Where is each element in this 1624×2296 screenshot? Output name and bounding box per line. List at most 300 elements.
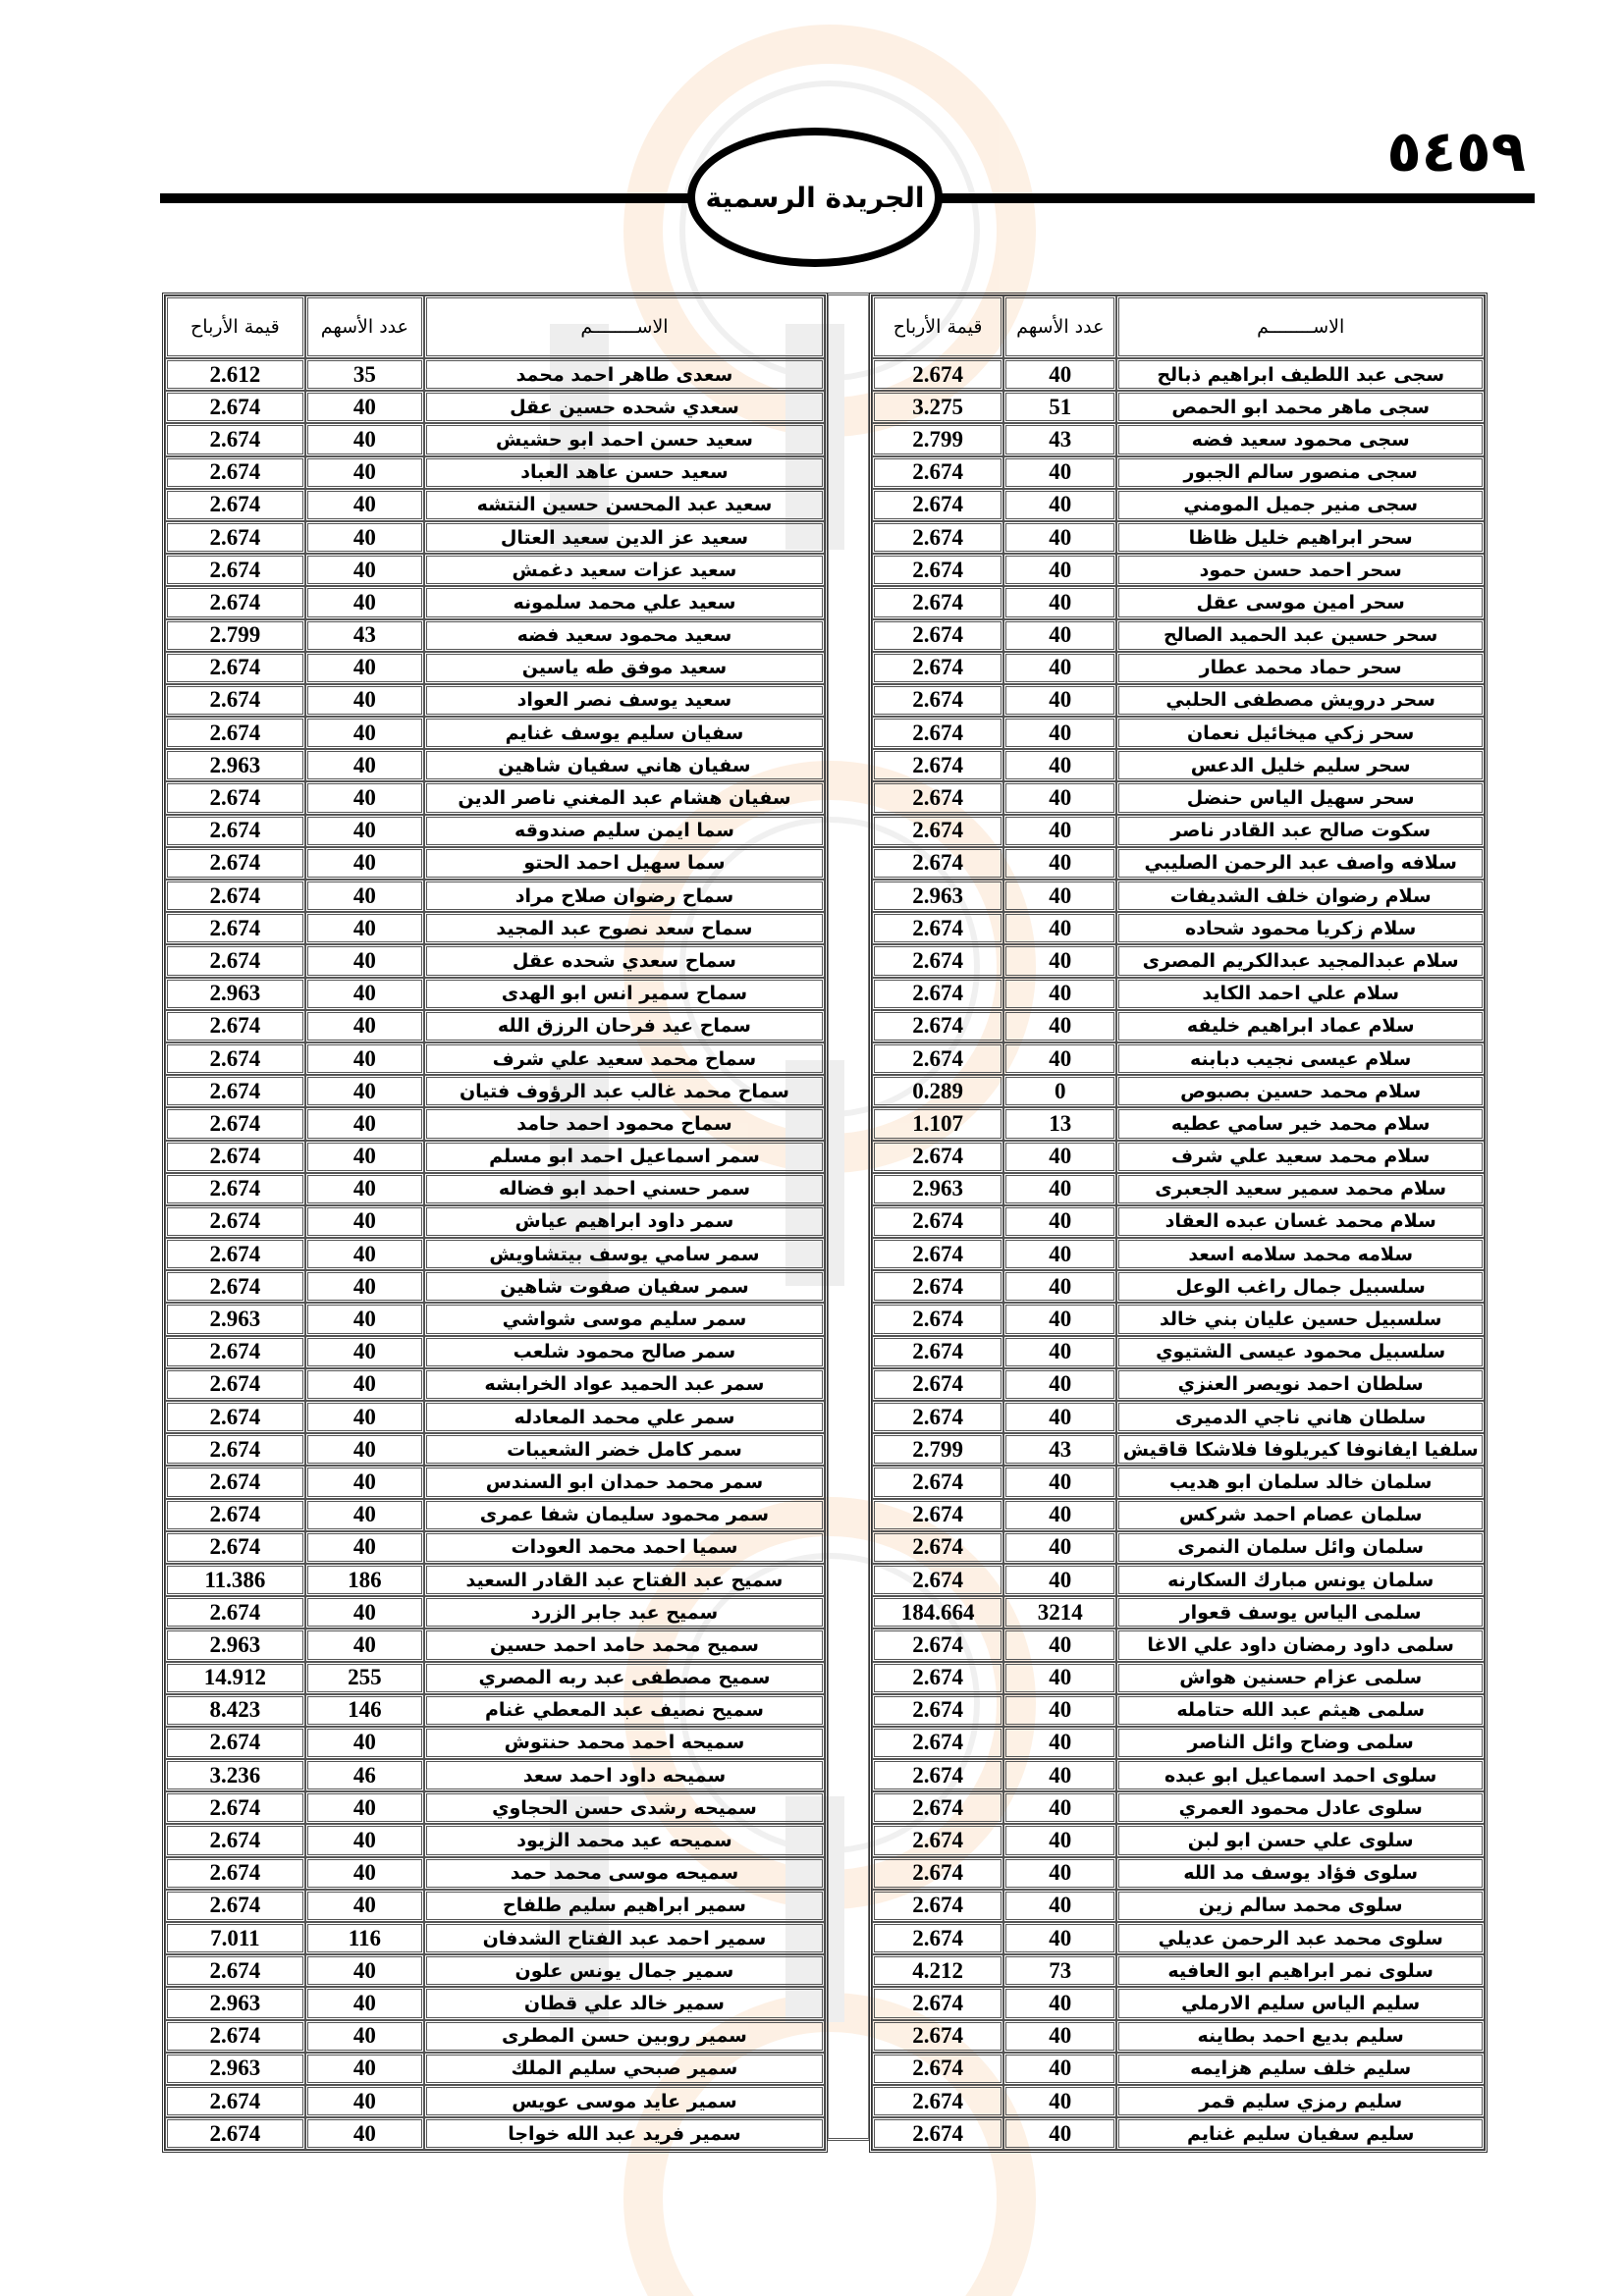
table-row xyxy=(872,1727,1485,1759)
header-shares: عدد الأسهم xyxy=(305,295,424,358)
table-row xyxy=(872,944,1485,977)
shareholder-name: سعيد محمود سعيد فضه xyxy=(424,619,825,652)
table-row xyxy=(165,489,825,521)
dividend-value: 2.674 xyxy=(872,521,1003,554)
share-count: 35 xyxy=(305,358,424,391)
table-row xyxy=(165,1433,825,1466)
shareholder-name: سلام عماد ابراهيم خليفه xyxy=(1116,1010,1485,1042)
table-row xyxy=(872,1401,1485,1433)
shareholder-name: سليم سفيان سليم غنايم xyxy=(1116,2117,1485,2150)
shareholder-name: سحر امين موسى عقل xyxy=(1116,586,1485,618)
dividend-value: 2.674 xyxy=(165,586,305,618)
shareholder-name: سحر احمد حسن حمود xyxy=(1116,554,1485,586)
dividend-value: 2.674 xyxy=(165,1727,305,1759)
shareholder-name: سلطان هاني ناجي الدميرى xyxy=(1116,1401,1485,1433)
dividend-value: 2.674 xyxy=(165,1433,305,1466)
share-count: 40 xyxy=(1003,2020,1116,2053)
dividend-value: 2.674 xyxy=(165,781,305,814)
share-count: 40 xyxy=(305,749,424,781)
share-count: 40 xyxy=(1003,1987,1116,2019)
share-count: 40 xyxy=(305,391,424,423)
dividend-value: 2.674 xyxy=(872,1791,1003,1824)
table-row xyxy=(872,1791,1485,1824)
shareholder-name: سلمى هيثم عبد الله حتامله xyxy=(1116,1694,1485,1727)
share-count: 40 xyxy=(305,1433,424,1466)
dividend-value: 2.674 xyxy=(165,2117,305,2150)
share-count: 40 xyxy=(1003,554,1116,586)
dividend-value: 2.674 xyxy=(872,489,1003,521)
share-count: 40 xyxy=(1003,456,1116,489)
table-row xyxy=(165,749,825,781)
shareholder-name: سماح رضوان صلاح مراد xyxy=(424,880,825,912)
shareholder-name: سمر كامل خضر الشعيبات xyxy=(424,1433,825,1466)
share-count: 43 xyxy=(1003,1433,1116,1466)
table-header-row xyxy=(165,295,825,358)
table-row xyxy=(872,749,1485,781)
share-count: 40 xyxy=(305,1042,424,1075)
share-count: 13 xyxy=(1003,1107,1116,1140)
table-header-row xyxy=(872,295,1485,358)
dividend-value: 2.674 xyxy=(872,1270,1003,1303)
shareholder-name: سلام محمد سعيد علي شرف xyxy=(1116,1141,1485,1173)
dividend-value: 2.674 xyxy=(165,717,305,749)
dividend-value: 2.674 xyxy=(872,1531,1003,1564)
dividend-value: 2.674 xyxy=(165,2020,305,2053)
shareholder-name: سميحه موسى محمد حمد xyxy=(424,1857,825,1890)
share-count: 51 xyxy=(1003,391,1116,423)
shareholder-name: سمر صالح محمود شلعب xyxy=(424,1336,825,1368)
table-row xyxy=(165,1629,825,1661)
dividend-value: 2.674 xyxy=(872,912,1003,944)
shareholder-name: سعيد علي محمد سلمونه xyxy=(424,586,825,618)
dividend-value: 2.799 xyxy=(872,423,1003,455)
dividend-value: 2.963 xyxy=(872,880,1003,912)
dividend-value: 2.674 xyxy=(872,1759,1003,1791)
shareholder-name: سلوى محمد عبد الرحمن عديلي xyxy=(1116,1922,1485,1954)
table-row xyxy=(872,456,1485,489)
dividend-value: 2.674 xyxy=(872,1890,1003,1922)
dividend-value: 2.674 xyxy=(872,1368,1003,1401)
table-row xyxy=(872,586,1485,618)
dividend-value: 2.674 xyxy=(165,1042,305,1075)
dividend-value: 2.674 xyxy=(165,1596,305,1629)
share-count: 40 xyxy=(1003,521,1116,554)
dividend-value: 1.107 xyxy=(872,1107,1003,1140)
dividend-value: 2.674 xyxy=(165,391,305,423)
share-count: 40 xyxy=(1003,1564,1116,1596)
shareholder-name: سلام محمد خير سامي عطيه xyxy=(1116,1107,1485,1140)
shareholder-name: سجى محمود سعيد فضه xyxy=(1116,423,1485,455)
shareholder-name: سلسبيل جمال راغب الوعل xyxy=(1116,1270,1485,1303)
table-row xyxy=(165,978,825,1010)
table-row xyxy=(872,358,1485,391)
dividend-value: 11.386 xyxy=(165,1564,305,1596)
share-count: 40 xyxy=(1003,1922,1116,1954)
share-count: 40 xyxy=(1003,781,1116,814)
table-row xyxy=(872,1629,1485,1661)
table-row xyxy=(872,1141,1485,1173)
table-row xyxy=(872,815,1485,847)
table-row xyxy=(872,1824,1485,1856)
shareholder-name: سمير ابراهيم سليم طلفاح xyxy=(424,1890,825,1922)
table-row xyxy=(165,358,825,391)
table-row xyxy=(872,1662,1485,1694)
dividend-value: 7.011 xyxy=(165,1922,305,1954)
dividend-value: 2.963 xyxy=(165,1987,305,2019)
share-count: 40 xyxy=(305,2117,424,2150)
table-row xyxy=(872,1759,1485,1791)
shareholder-name: سلمان عصام احمد شركس xyxy=(1116,1499,1485,1531)
table-row xyxy=(165,586,825,618)
shareholder-name: سميحه رشدى حسن الحجاوي xyxy=(424,1791,825,1824)
share-count: 40 xyxy=(1003,1368,1116,1401)
shareholder-name: سلمان يونس مبارك السكارنه xyxy=(1116,1564,1485,1596)
share-count: 40 xyxy=(1003,652,1116,684)
dividend-value: 2.963 xyxy=(165,978,305,1010)
shareholder-name: سلطان احمد نويصر العنزي xyxy=(1116,1368,1485,1401)
share-count: 40 xyxy=(1003,1401,1116,1433)
table-row xyxy=(872,1336,1485,1368)
table-row xyxy=(165,1890,825,1922)
dividend-value: 2.674 xyxy=(165,652,305,684)
shareholder-name: سعيد عزات سعيد دغمش xyxy=(424,554,825,586)
shareholder-name: سماح محمد غالب عبد الرؤوف فتيان xyxy=(424,1075,825,1107)
shareholder-name: سلمى داود رمضان داود علي الاغا xyxy=(1116,1629,1485,1661)
shareholder-name: سماح سمير انس ابو الهدى xyxy=(424,978,825,1010)
dividend-value: 2.674 xyxy=(165,880,305,912)
share-count: 40 xyxy=(305,1368,424,1401)
shareholder-name: سمر حسني احمد ابو فضاله xyxy=(424,1173,825,1205)
share-count: 40 xyxy=(1003,1662,1116,1694)
table-row xyxy=(872,521,1485,554)
dividend-value: 2.674 xyxy=(872,2053,1003,2085)
shareholders-tables xyxy=(162,293,1488,2153)
shareholder-name: سليم الياس سليم الارملي xyxy=(1116,1987,1485,2019)
shareholder-name: سحر ابراهيم خليل ظاظا xyxy=(1116,521,1485,554)
table-row xyxy=(872,1564,1485,1596)
table-row xyxy=(165,1596,825,1629)
shareholder-name: سمير صبحي سليم الملك xyxy=(424,2053,825,2085)
shareholder-name: سعيد موفق طه ياسين xyxy=(424,652,825,684)
shareholder-name: سلام محمد غسان عبده العقاد xyxy=(1116,1205,1485,1238)
shareholder-name: سلمان خالد سلمان ابو هديب xyxy=(1116,1466,1485,1498)
dividend-value: 2.674 xyxy=(165,1238,305,1270)
header-dividends: قيمة الأرباح xyxy=(165,295,305,358)
dividend-value: 2.674 xyxy=(872,2020,1003,2053)
shareholder-name: سماح محمد سعيد علي شرف xyxy=(424,1042,825,1075)
shareholder-name: سلسبيل حسين عليان بني خالد xyxy=(1116,1303,1485,1335)
table-row xyxy=(872,489,1485,521)
shareholder-name: سماح سعد نصوح عبد المجيد xyxy=(424,912,825,944)
shareholder-name: سلوى علي حسن ابو لبن xyxy=(1116,1824,1485,1856)
dividend-value: 2.674 xyxy=(872,652,1003,684)
shareholder-name: سلام زكريا محمود شحاده xyxy=(1116,912,1485,944)
dividend-value: 2.674 xyxy=(872,1205,1003,1238)
dividend-value: 2.674 xyxy=(165,554,305,586)
table-row xyxy=(165,1694,825,1727)
dividend-value: 2.674 xyxy=(165,1368,305,1401)
share-count: 40 xyxy=(305,684,424,717)
shareholder-name: سفيان هاني سفيان شاهين xyxy=(424,749,825,781)
share-count: 40 xyxy=(305,2020,424,2053)
table-row xyxy=(872,1531,1485,1564)
shareholder-name: سلافه واصف عبد الرحمن الصليبي xyxy=(1116,847,1485,880)
dividend-value: 2.674 xyxy=(165,2085,305,2117)
shareholder-name: سجى ماهر محمد ابو الحمص xyxy=(1116,391,1485,423)
dividend-value: 2.674 xyxy=(165,1531,305,1564)
share-count: 40 xyxy=(305,1987,424,2019)
shareholder-name: سمر محمد حمدان ابو السندس xyxy=(424,1466,825,1498)
shareholder-name: سمر داود ابراهيم عياش xyxy=(424,1205,825,1238)
shareholder-name: سلوى عادل محمود العمري xyxy=(1116,1791,1485,1824)
table-row xyxy=(165,1107,825,1140)
header-name: الاســــــــم xyxy=(424,295,825,358)
dividend-value: 2.674 xyxy=(872,1401,1003,1433)
dividend-value: 2.674 xyxy=(165,944,305,977)
dividend-value: 2.674 xyxy=(165,684,305,717)
table-row xyxy=(165,1336,825,1368)
dividend-value: 2.674 xyxy=(165,1499,305,1531)
shareholder-name: سحر حسين عبد الحميد الصالح xyxy=(1116,619,1485,652)
dividend-value: 2.674 xyxy=(872,358,1003,391)
dividend-value: 2.963 xyxy=(872,1173,1003,1205)
share-count: 73 xyxy=(1003,1954,1116,1987)
dividend-value: 2.674 xyxy=(165,1141,305,1173)
table-row xyxy=(872,1042,1485,1075)
table-row xyxy=(872,391,1485,423)
share-count: 40 xyxy=(1003,1531,1116,1564)
shareholder-name: سحر درويش مصطفى الحلبي xyxy=(1116,684,1485,717)
table-row xyxy=(872,1303,1485,1335)
table-row xyxy=(165,880,825,912)
header-shares: عدد الأسهم xyxy=(1003,295,1116,358)
gazette-title: الجريدة الرسمية xyxy=(705,181,925,214)
share-count: 40 xyxy=(1003,2085,1116,2117)
table-row xyxy=(165,1401,825,1433)
table-row xyxy=(165,1141,825,1173)
share-count: 40 xyxy=(1003,1238,1116,1270)
shareholder-name: سعدى طاهر احمد محمد xyxy=(424,358,825,391)
shareholder-name: سعيد عز الدين سعيد العتال xyxy=(424,521,825,554)
table-row xyxy=(872,1987,1485,2019)
shareholder-name: سماح سعدي شحده عقل xyxy=(424,944,825,977)
shareholder-name: سلفيا ايفانوفا كيريلوفا فلاشكا قاقيش xyxy=(1116,1433,1485,1466)
share-count: 40 xyxy=(305,1791,424,1824)
table-row xyxy=(872,1694,1485,1727)
share-count: 40 xyxy=(1003,1694,1116,1727)
share-count: 40 xyxy=(1003,1727,1116,1759)
table-row xyxy=(165,2085,825,2117)
table-row xyxy=(872,1010,1485,1042)
shareholder-name: سميح مصطفى عبد ربه المصري xyxy=(424,1662,825,1694)
dividend-value: 2.674 xyxy=(872,586,1003,618)
table-row xyxy=(165,521,825,554)
table-row xyxy=(165,1368,825,1401)
dividend-value: 2.674 xyxy=(872,1564,1003,1596)
dividend-value: 2.674 xyxy=(872,1922,1003,1954)
shareholder-name: سحر حماد محمد عطار xyxy=(1116,652,1485,684)
shareholder-name: سميا احمد محمد العودات xyxy=(424,1531,825,1564)
share-count: 40 xyxy=(1003,1499,1116,1531)
table-row xyxy=(165,1010,825,1042)
dividend-value: 2.674 xyxy=(872,1336,1003,1368)
dividend-value: 2.674 xyxy=(165,815,305,847)
page-number: ٥٤٥٩ xyxy=(1386,118,1526,185)
shareholder-name: سمر عبد الحميد عواد الخرابشه xyxy=(424,1368,825,1401)
dividend-value: 8.423 xyxy=(165,1694,305,1727)
share-count: 40 xyxy=(1003,1890,1116,1922)
dividend-value: 2.674 xyxy=(165,1857,305,1890)
shareholder-name: سعيد عبد المحسن حسين النتشه xyxy=(424,489,825,521)
share-count: 40 xyxy=(1003,1791,1116,1824)
share-count: 40 xyxy=(1003,749,1116,781)
table-row xyxy=(872,423,1485,455)
share-count: 40 xyxy=(1003,2117,1116,2150)
share-count: 40 xyxy=(1003,717,1116,749)
dividend-value: 0.289 xyxy=(872,1075,1003,1107)
shareholder-name: سليم خلف سليم هزايمه xyxy=(1116,2053,1485,2085)
table-row xyxy=(165,684,825,717)
shareholder-name: سلوى فؤاد يوسف مد الله xyxy=(1116,1857,1485,1890)
dividend-value: 2.674 xyxy=(165,1173,305,1205)
share-count: 40 xyxy=(305,554,424,586)
table-row xyxy=(165,1791,825,1824)
share-count: 40 xyxy=(305,1270,424,1303)
table-row xyxy=(872,2085,1485,2117)
table-row xyxy=(872,2020,1485,2053)
dividend-value: 2.674 xyxy=(872,1987,1003,2019)
gazette-title-badge xyxy=(687,128,943,267)
dividend-value: 2.963 xyxy=(165,1629,305,1661)
header-dividends: قيمة الأرباح xyxy=(872,295,1003,358)
table-row xyxy=(165,717,825,749)
table-separator xyxy=(828,293,869,2141)
shareholder-name: سمر علي محمد المعادله xyxy=(424,1401,825,1433)
dividend-value: 2.674 xyxy=(165,1890,305,1922)
share-count: 40 xyxy=(305,1075,424,1107)
dividend-value: 2.963 xyxy=(165,749,305,781)
dividend-value: 2.674 xyxy=(872,1238,1003,1270)
share-count: 40 xyxy=(305,912,424,944)
share-count: 40 xyxy=(1003,1010,1116,1042)
shareholder-name: سميح عبد جابر الزرد xyxy=(424,1596,825,1629)
table-row xyxy=(165,1564,825,1596)
shareholder-name: سليم رمزي سليم قمر xyxy=(1116,2085,1485,2117)
dividend-value: 2.674 xyxy=(165,1466,305,1498)
dividend-value: 2.674 xyxy=(872,2117,1003,2150)
share-count: 40 xyxy=(1003,1466,1116,1498)
shareholder-name: سلوى احمد اسماعيل ابو عبده xyxy=(1116,1759,1485,1791)
table-row xyxy=(165,1303,825,1335)
share-count: 40 xyxy=(1003,489,1116,521)
shareholder-name: سلسبيل محمود عيسى الشتيوي xyxy=(1116,1336,1485,1368)
share-count: 40 xyxy=(305,1954,424,1987)
dividend-value: 2.674 xyxy=(165,1401,305,1433)
shareholder-name: سلام عبدالمجيد عبدالكريم المصرى xyxy=(1116,944,1485,977)
share-count: 40 xyxy=(305,1173,424,1205)
table-row xyxy=(165,781,825,814)
dividend-value: 2.674 xyxy=(872,1042,1003,1075)
shareholder-name: سلام محمد سمير سعيد الجعبرى xyxy=(1116,1173,1485,1205)
table-row xyxy=(165,619,825,652)
dividend-value: 2.674 xyxy=(165,1010,305,1042)
share-count: 40 xyxy=(1003,1173,1116,1205)
table-row xyxy=(872,847,1485,880)
share-count: 40 xyxy=(1003,978,1116,1010)
shareholder-name: سعيد حسن عاهد العباد xyxy=(424,456,825,489)
share-count: 255 xyxy=(305,1662,424,1694)
dividend-value: 2.674 xyxy=(872,978,1003,1010)
share-count: 40 xyxy=(1003,880,1116,912)
table-row xyxy=(165,2053,825,2085)
table-row xyxy=(165,2117,825,2150)
dividend-value: 2.674 xyxy=(165,423,305,455)
dividend-value: 2.674 xyxy=(872,2085,1003,2117)
table-row xyxy=(872,1107,1485,1140)
share-count: 40 xyxy=(305,521,424,554)
shareholder-name: سميحه عيد محمد الزيود xyxy=(424,1824,825,1856)
share-count: 40 xyxy=(1003,1857,1116,1890)
share-count: 46 xyxy=(305,1759,424,1791)
dividend-value: 2.799 xyxy=(872,1433,1003,1466)
share-count: 40 xyxy=(305,1010,424,1042)
share-count: 0 xyxy=(1003,1075,1116,1107)
table-row xyxy=(872,1922,1485,1954)
share-count: 40 xyxy=(305,423,424,455)
share-count: 40 xyxy=(305,1141,424,1173)
share-count: 40 xyxy=(305,2085,424,2117)
dividend-value: 2.963 xyxy=(165,1303,305,1335)
shareholder-name: سميح محمد حامد احمد حسين xyxy=(424,1629,825,1661)
shareholder-name: سلوى نمر ابراهيم ابو العافيه xyxy=(1116,1954,1485,1987)
share-count: 40 xyxy=(1003,1141,1116,1173)
shareholder-name: سفيان هشام عبد المغني ناصر الدين xyxy=(424,781,825,814)
share-count: 40 xyxy=(305,781,424,814)
table-row xyxy=(872,2117,1485,2150)
dividend-value: 2.674 xyxy=(872,456,1003,489)
dividend-value: 2.674 xyxy=(165,912,305,944)
table-row xyxy=(165,652,825,684)
shareholder-name: سميحه داود احمد سعد xyxy=(424,1759,825,1791)
shareholder-name: سمر سفيان صفوت شاهين xyxy=(424,1270,825,1303)
shareholder-name: سماح عيد فرحان الرزق الله xyxy=(424,1010,825,1042)
table-row xyxy=(872,1368,1485,1401)
share-count: 40 xyxy=(305,978,424,1010)
share-count: 40 xyxy=(305,1890,424,1922)
dividend-value: 2.674 xyxy=(165,489,305,521)
shareholder-name: سحر سليم خليل الدعس xyxy=(1116,749,1485,781)
shareholder-name: سمير روبين حسن المطرى xyxy=(424,2020,825,2053)
table-row xyxy=(165,423,825,455)
shareholder-name: سفيان سليم يوسف غنايم xyxy=(424,717,825,749)
table-row xyxy=(165,1205,825,1238)
dividend-value: 2.674 xyxy=(165,456,305,489)
shareholder-name: سما سهيل احمد الحتو xyxy=(424,847,825,880)
table-row xyxy=(165,944,825,977)
dividend-value: 2.674 xyxy=(872,1303,1003,1335)
shareholder-name: سحر زكي ميخائيل نعمان xyxy=(1116,717,1485,749)
table-row xyxy=(872,912,1485,944)
dividend-value: 2.674 xyxy=(165,1205,305,1238)
share-count: 40 xyxy=(1003,619,1116,652)
share-count: 40 xyxy=(305,847,424,880)
table-row xyxy=(872,1466,1485,1498)
share-count: 40 xyxy=(305,717,424,749)
table-row xyxy=(165,1531,825,1564)
share-count: 40 xyxy=(1003,684,1116,717)
shareholder-name: سمر سامي يوسف بيتشاويش xyxy=(424,1238,825,1270)
dividend-value: 2.674 xyxy=(872,1010,1003,1042)
